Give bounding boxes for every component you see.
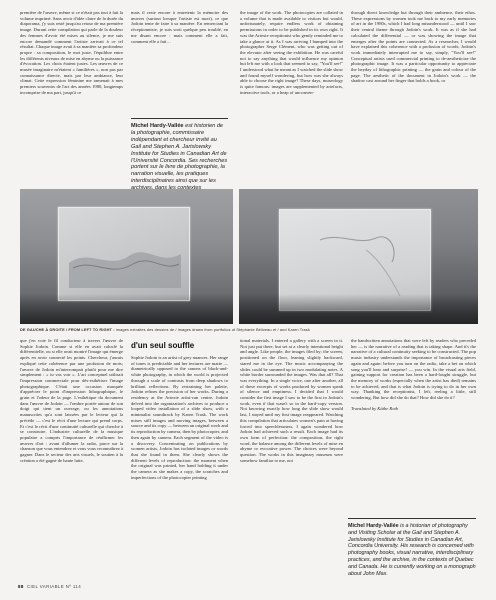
installation-photo-left	[20, 189, 233, 324]
page-footer	[18, 584, 81, 589]
installation-photo-right	[239, 189, 478, 324]
column-en-top-3	[240, 10, 343, 182]
paragraph: the image of the work. The photocopies are collated in a volume that is made available to visitors but would, unfortunately, require endless work of obtaining permissions in order to be published in its own right. It was the Artexte receptionist who gently reminded me to take a glance at it. As I was arriving I bumped into the photographer Serge Clément, who was getting out of the elevator after seeing the exhibition. He was careful not to say anything that would influence my opinion but left me with a look that seemed to say, "You'll see!" I understood what he meant as I watched the slide show and found myself wondering, but how was she always able to choose the right image? These days, museology is quite famous: images are supplemented by artefacts, interactive tools, or a heap of unconven-	[240, 10, 343, 95]
column-en-bottom-4	[351, 338, 476, 508]
column-en-bottom-3	[240, 338, 343, 578]
caption-text: images extraites des dessins de / images drawn from portfolios of Stéphanie Béliveau et / and Karen Trask	[114, 327, 310, 332]
paragraph: tional materials. I entered a gallery with a screen in it. Not just put there, but set at a clearly intentional height and angle. Like people, the images filed by; the screen, positioned on the floor, leaning slightly backward, stared me in the eye. The music accompanying the slides could be summed up in two modulating notes. A white border surrounded the images. Was that all? That was everything. In a single voice, one after another, all of these excerpts of works produced by women speak of silence and emptiness. I decided that I would consider the first image I saw to be the first in Jodoin's work, even if that wasn't so in the hard-copy version. Not knowing exactly how long the slide show would last, I stayed until my first image reappeared. Watching this compilation that articulates women's pain at having forced into speechlessness, I again wondered how Jodoin had achieved such a result. Each image had its own form of perfection: the composition, the right word, the balance among the different levels of mise en abyme or evocative power. The choices were beyond question. The works in this imaginary museum were somehow familiar to me, not	[240, 338, 343, 463]
caption-label: DE GAUCHE À DROITE / FROM LEFT TO RIGHT :	[20, 327, 115, 332]
exhibition-photos	[20, 189, 478, 324]
author-name: Michel Hardy-Vallée	[348, 523, 399, 529]
divider	[131, 118, 228, 119]
author-name: Michel Hardy-Vallée	[131, 123, 184, 129]
paragraph: through direct knowledge but through their ambience, their ethos. These expressions by women took me back to my early memories of art in the 1980s, which I had long misunderstood — until I saw their central theme through Jodoin's work. It was as if she had calculated the differential — or was showing the image that emerges after the points are connected. As a researcher, I would have explained this coherence with a profusion of words; Jodoin's work immediately interrupted me to say, simply, "You'll see!" Conceptual artists used commercial printing to de-aestheticize the photographic image. It was a particular opportunity to appreciate the heyday of lithographic printing — the grain and colour of the page. The aesthetic of the document in Jodoin's work — the shadow cast around her finger that holds a book, or	[351, 10, 476, 84]
column-en-top-4	[351, 10, 476, 182]
gallery-floor	[239, 294, 478, 324]
page-number: 88	[18, 584, 24, 589]
section-heading: d'un seul souffle	[131, 341, 195, 350]
column-fr-top-1	[20, 10, 123, 182]
drawing-sketch	[59, 208, 189, 300]
bio-text: est historien de la photographie, commissaire indépendant et chercheur invité au Gail and Stephen A. Jarislowsky Institute for Studies in Canadian Art de l'Université Concordia. Ses recherches portent sur le livre de photographie, la narration visuelle, les pratiques interdisciplinaires ainsi que sur les	[131, 123, 228, 185]
bio-text: is a historian of photography and Visiting Scholar at the Gail and Stephen A. Jarislowsky Institute for Studies in Canadian Art, Concordia University. His research is concerned with photography books, visual narrative, interdisciplinary practices, and the archive, in the contexts of Quebec and Canada. He is currently working on a monograph about John Max.	[348, 523, 476, 577]
magazine-name: CIEL VARIABLE Nº 114	[26, 584, 82, 589]
column-fr-bottom-1	[20, 338, 123, 578]
author-bio-en	[348, 518, 476, 577]
image-caption	[20, 327, 478, 332]
translation-credit: Translated by Käthe Roth	[351, 405, 399, 411]
paragraph: the handwritten annotations that were left by readers who preceded her — is the narrative of a reading that is taking shape. And it's the narrative of a cultural continuity seeking to be constructed. The pop music industry understands the importance of broadcasting pieces again and again: before you turn on the radio, take a bet on which song you'll hear and surprise! — you win. In the visual arts field, gaining support for creation has been a hard-fought struggle, but the memory of works (especially when the artist has died) remains to be achieved, and that is what Jodoin is trying to do in her own way. Thanking the receptionist, I left, reeling a little, still wondering, But how did she do that? How did she do it?	[351, 338, 476, 401]
column-en-bottom-2	[131, 355, 228, 578]
column-fr-top-2	[131, 10, 228, 114]
paragraph: première de l'œuvre, même si ce n'était pas tout à fait la volume imprimé. Sans avoir d'idée claire de la durée du diaporama, j'y suis resté jusqu'au retour de ma première image. Durant cette compilation qui parle de la douleur des femmes d'avoir été mises au silence, je me suis encore demandé comment l'artiste arrivait à ce tel résultat. Chaque image avait à sa manière sa profondeur propre : sa composition, le mot juste, l'équilibre entre les différents niveaux de mise en abyme ou la puissance d'évocation. Les choix étaient justes. Les œuvres de ce musée imaginaire m'étaient « familières », non pas par connaissance directe, mais par leur ambiance, leur climat. Cette expression féminine me ramenait à mes premiers souvenirs de l'art des années 1980, longtemps incomprise de ma part, jusqu'à ce	[20, 10, 123, 95]
paragraph: que j'en voie le fil conducteur à travers l'œuvre de Sophie Jodoin. Comme si elle en avait calculé la différentielle, ou si elle avait montré l'image qui émerge après en avoir connecté les points. Chercheur, j'aurais expliqué cette cohérence par une profusion de mots; l'œuvre de Jodoin m'interrompait plutôt pour me dire simplement : « tu vas voir ». L'art conceptuel utilisait l'impression commerciale pour dés-esthétiser l'image photographique. C'était une occasion marquée d'apprécier le point d'impression lithographique, le grain et l'odeur de la page. L'esthétique du document dans l'œuvre de Jodoin — l'ombre portée autour de son doigt qui tient un ouvrage, ou les annotations manuscrites qu'a sont laissées par le lecteur qui la précède — c'est le récit d'une lecture qui prend corps. Et c'est le récit d'une continuité culturelle qui cherche à se construire. L'industrie culturelle de la musique populaire a compris l'importance de réaffirmer les œuvres d'art : avant d'allumer la radio, parce sur la chanson que vous entendrez et vous vous reconnaîtrez à gagner. Dans le secteur des arts visuels, le soutien à la création a été gagné de haute lutte,	[20, 338, 123, 463]
divider	[348, 518, 476, 519]
paragraph: mais il reste encore à entretenir la mémoire des œuvres (surtout lorsque l'artiste est mort), ce que Jodoin tente de faire à sa manière. En remerciant la réceptionniste, je suis sorti quelque peu troublé, en me disant encore : mais comment elle a fait, comment elle a fait…	[131, 10, 228, 44]
paragraph: Sophie Jodoin is an artist of grey nuances. Her range of tones is predictable and her textures are matte — diametrically opposed to the canons of black-and-white photography, in which the world is projected through a scale of contrasts from deep shadows to brilliant reflections. By restraining her palette, Jodoin refines the precision of her works. During a residency at the Artexte artist-run centre, Jodoin delved into the organization's archives to produce a looped video installation of a slide show, with a minimalist soundtrack by Karen Trask. The work mixes still images and moving images, between a source and its copy — between an original work and its reproduction by camera, then by photocopier, and then again by camera. Each segment of the video is a discovery. Concentrating on publications by women artists, Jodoin has isolated images or words that she found in them. She clearly shows the different levels of reproduction: the moment when the original was printed, her hand holding it under the camera as she makes a copy, the scratches and imperfections of the photocopier printing	[131, 355, 228, 480]
gallery-floor	[20, 294, 233, 324]
artwork-frame	[58, 207, 190, 301]
